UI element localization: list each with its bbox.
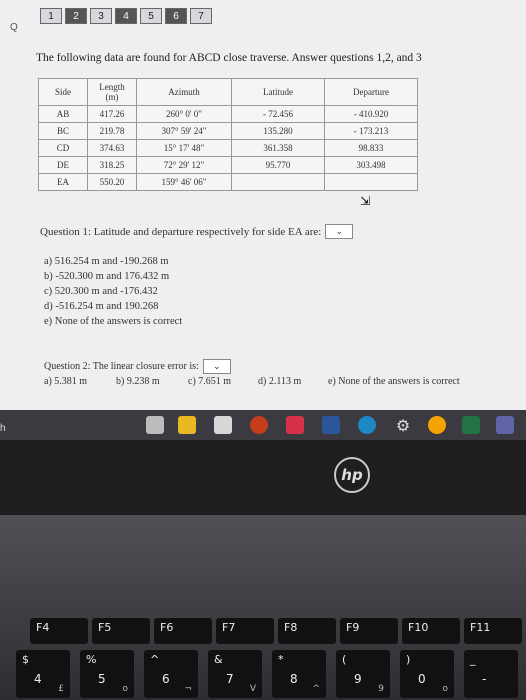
- cell-departure: - 410.920: [325, 106, 418, 123]
- question-tabs: [40, 8, 212, 24]
- cell-length: 550.20: [88, 174, 137, 191]
- cell-length: 417.26: [88, 106, 137, 123]
- table-header-row: [39, 79, 418, 106]
- cell-azimuth: 72° 29' 12": [137, 157, 232, 174]
- option-item: c) 520.300 m and -176.432: [44, 286, 158, 297]
- tab-3[interactable]: 3: [90, 8, 112, 24]
- chevron-down-icon: ⌄: [213, 361, 221, 372]
- option-item: a) 516.254 m and -190.268 m: [44, 256, 169, 267]
- cell-side: CD: [39, 140, 88, 157]
- cell-departure: 98.833: [325, 140, 418, 157]
- function-key[interactable]: F6: [154, 618, 212, 644]
- function-key-row: [0, 618, 526, 646]
- cell-latitude: 95.770: [232, 157, 325, 174]
- teams-icon[interactable]: [496, 416, 514, 434]
- option-item: b) -520.300 m and 176.432 m: [44, 271, 170, 282]
- table-row: [39, 157, 418, 174]
- corner-label: Q: [10, 22, 18, 33]
- tab-1[interactable]: 1: [40, 8, 62, 24]
- cell-side: BC: [39, 123, 88, 140]
- cell-length: 374.63: [88, 140, 137, 157]
- cell-departure: [325, 174, 418, 191]
- cell-side: DE: [39, 157, 88, 174]
- question-2-dropdown[interactable]: [203, 359, 231, 374]
- function-key[interactable]: F7: [216, 618, 274, 644]
- key-8[interactable]: * 8 ^: [272, 650, 326, 698]
- cell-side: AB: [39, 106, 88, 123]
- mouse-cursor-icon: ⇲: [360, 194, 371, 208]
- cell-departure: - 173.213: [325, 123, 418, 140]
- word-icon[interactable]: [322, 416, 340, 434]
- option-item: d) -516.254 m and 190.268: [44, 301, 159, 312]
- function-key[interactable]: F8: [278, 618, 336, 644]
- header-latitude: Latitude: [232, 79, 325, 106]
- question-2: [44, 359, 231, 374]
- option-item: a) 5.381 m: [44, 376, 88, 387]
- key-minus[interactable]: _ -: [464, 650, 518, 698]
- function-key[interactable]: F5: [92, 618, 150, 644]
- traverse-table: [38, 78, 418, 191]
- function-key[interactable]: F10: [402, 618, 460, 644]
- key-0[interactable]: ) 0 o: [400, 650, 454, 698]
- function-key[interactable]: F9: [340, 618, 398, 644]
- task-view-icon[interactable]: [146, 416, 164, 434]
- option-item: d) 2.113 m: [258, 376, 302, 387]
- question-1-dropdown[interactable]: [325, 224, 353, 239]
- question-1-text: Question 1: Latitude and departure respectively for side EA are:: [40, 225, 322, 238]
- hp-logo: hp: [334, 457, 370, 493]
- table-row: [39, 106, 418, 123]
- tab-5[interactable]: 5: [140, 8, 162, 24]
- left-edge-char: h: [0, 423, 6, 434]
- header-side: Side: [39, 79, 88, 106]
- question-1-options: [44, 254, 182, 329]
- table-row: [39, 174, 418, 191]
- key-7[interactable]: & 7 V: [208, 650, 262, 698]
- option-item: e) None of the answers is correct: [44, 316, 183, 327]
- question-1: [40, 224, 353, 239]
- tab-6[interactable]: 6: [165, 8, 187, 24]
- key-9[interactable]: ( 9 9: [336, 650, 390, 698]
- edge-icon[interactable]: [358, 416, 376, 434]
- function-key[interactable]: F4: [30, 618, 88, 644]
- cell-latitude: 135.280: [232, 123, 325, 140]
- cell-azimuth: 15° 17' 48": [137, 140, 232, 157]
- cell-latitude: - 72.456: [232, 106, 325, 123]
- cell-azimuth: 260° 0' 0": [137, 106, 232, 123]
- question-2-text: Question 2: The linear closure error is:: [44, 361, 199, 372]
- option-item: c) 7.651 m: [188, 376, 232, 387]
- file-explorer-icon[interactable]: [178, 416, 196, 434]
- chrome-icon[interactable]: [428, 416, 446, 434]
- key-5[interactable]: % 5 o: [80, 650, 134, 698]
- function-key[interactable]: F11: [464, 618, 522, 644]
- cell-departure: 303.498: [325, 157, 418, 174]
- cell-side: EA: [39, 174, 88, 191]
- store-icon[interactable]: [214, 416, 232, 434]
- powerpoint-icon[interactable]: [250, 416, 268, 434]
- cell-length: 318.25: [88, 157, 137, 174]
- key-4[interactable]: $ 4 £: [16, 650, 70, 698]
- header-azimuth: Azimuth: [137, 79, 232, 106]
- header-length: Length (m): [88, 79, 137, 106]
- cell-latitude: 361.358: [232, 140, 325, 157]
- settings-gear-icon[interactable]: ⚙: [395, 416, 411, 435]
- excel-icon[interactable]: [462, 416, 480, 434]
- table-row: [39, 140, 418, 157]
- cell-azimuth: 159° 46' 06": [137, 174, 232, 191]
- cell-latitude: [232, 174, 325, 191]
- tab-4[interactable]: 4: [115, 8, 137, 24]
- chevron-down-icon: ⌄: [335, 226, 344, 237]
- key-6[interactable]: ^ 6 ¬: [144, 650, 198, 698]
- app-icon[interactable]: [286, 416, 304, 434]
- header-departure: Departure: [325, 79, 418, 106]
- option-item: e) None of the answers is correct: [328, 376, 460, 387]
- laptop-bezel: [0, 440, 526, 515]
- table-row: [39, 123, 418, 140]
- cell-length: 219.78: [88, 123, 137, 140]
- question-intro: The following data are found for ABCD close traverse. Answer questions 1,2, and 3: [36, 52, 422, 64]
- cell-azimuth: 307° 59' 24": [137, 123, 232, 140]
- tab-2[interactable]: 2: [65, 8, 87, 24]
- tab-7[interactable]: 7: [190, 8, 212, 24]
- option-item: b) 9.238 m: [116, 376, 160, 387]
